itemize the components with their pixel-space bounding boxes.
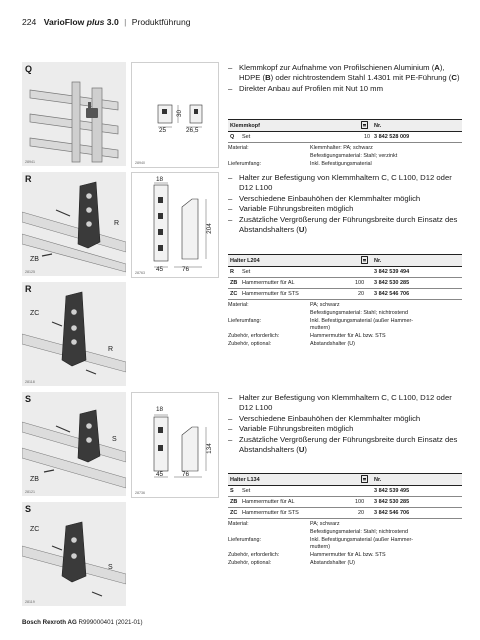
table-row: ZC Hammermutter für STS 20 3 842 546 706 [228, 508, 462, 519]
feature-item: – Zusätzliche Vergrößerung der Führungsbreite durch Einsatz des Abstandshalters (U) [228, 435, 460, 456]
dimension-drawing-q [131, 62, 219, 168]
conveyor-illustration-q [22, 62, 126, 166]
dimension-drawing-r [131, 172, 219, 278]
feature-item: – Direkter Anbau auf Profilen mit Nut 10 mm [228, 84, 460, 94]
document-icon [361, 121, 368, 131]
spec-list: Material: Klemmhalter: PA; schwarz Befestigungsmaterial: Stahl; verzinkt Lieferumfang: Inkl. Befestigungsmaterial [228, 145, 398, 167]
block-letter: S [25, 394, 32, 404]
brand-name: VarioFlow [43, 17, 85, 27]
section-title: Produktführung [131, 17, 191, 27]
figure-code: 28736 [135, 491, 145, 495]
table-row: ZC Hammermutter für STS 20 3 842 546 706 [228, 289, 462, 300]
figure-code: 28763 [135, 271, 145, 275]
figure-code: 28119 [25, 600, 35, 604]
spec-list: Material: PA; schwarz Befestigungsmaterial: Stahl; nichtrostend Lieferumfang: Inkl. Befestigungsmaterial (außer Hammer- muttern) Zubehör, erforderlich: Hammermutter für AL bzw. STS Zubehör, optional: Abstandshalter (U) [228, 521, 414, 566]
dimension-label: 76 [182, 266, 190, 273]
feature-item: – Variable Führungsbreiten möglich [228, 204, 460, 214]
brand-version: 3.0 [106, 17, 119, 27]
page-header [22, 17, 191, 27]
dimension-label: 18 [156, 406, 164, 413]
block-letter: S [25, 504, 32, 514]
feature-list-r [228, 173, 460, 235]
document-icon [361, 256, 368, 266]
table-header: Halter L204 Nr. [228, 254, 462, 267]
dimension-label: 76 [182, 471, 190, 478]
callout-label: S [108, 564, 113, 571]
dimension-drawing-s [131, 392, 219, 498]
dimension-label: 204 [205, 223, 213, 234]
figure-code: 28940 [135, 161, 145, 165]
dimension-label: 45 [156, 471, 164, 478]
order-table-s [228, 473, 462, 579]
product-image-r2 [22, 282, 126, 386]
figure-code: 28121 [25, 490, 35, 494]
feature-list-s [228, 393, 460, 455]
header-separator: | [124, 17, 127, 27]
block-letter: R [25, 284, 32, 294]
dimension-label: 25 [159, 127, 167, 134]
brand-emphasis: plus [86, 17, 105, 27]
feature-item: – Verschiedene Einbauhöhen der Klemmhalter möglich [228, 414, 460, 424]
page-number: 224 [22, 17, 37, 27]
feature-item: – Verschiedene Einbauhöhen der Klemmhalter möglich [228, 194, 460, 204]
table-header: Klemmkopf Nr. [228, 119, 462, 132]
dimension-label: 134 [205, 443, 213, 454]
holder-illustration-s2 [22, 502, 126, 606]
table-row: R Set 3 842 539 494 [228, 267, 462, 278]
product-image-s1 [22, 392, 126, 496]
order-table-r [228, 254, 462, 360]
table-row: ZB Hammermutter für AL 100 3 842 530 285 [228, 278, 462, 289]
callout-label: ZC [30, 526, 40, 533]
feature-item: – Klemmkopf zur Aufnahme von Profilschienen Aluminium (A), HDPE (B) oder nichtrostendem Stahl 1.4301 mit PE-Führung (C) [228, 63, 460, 84]
table-row: Q Set 10 3 842 528 009 [228, 132, 462, 143]
dimension-lines-q [132, 63, 218, 167]
product-image-r1 [22, 172, 126, 276]
callout-label: ZC [30, 310, 40, 317]
block-letter: R [25, 174, 32, 184]
callout-label: R [108, 346, 114, 353]
figure-code: 28125 [25, 270, 35, 274]
dimension-label: 30 [176, 109, 184, 118]
order-table-q [228, 119, 462, 167]
document-icon [361, 475, 368, 485]
callout-label: R [114, 220, 120, 227]
page-footer [22, 619, 143, 626]
dimension-label: 26,5 [186, 127, 199, 134]
holder-illustration-r2 [22, 282, 126, 386]
table-row: S Set 3 842 539 495 [228, 486, 462, 497]
table-row: ZB Hammermutter für AL 100 3 842 530 285 [228, 497, 462, 508]
dimension-label: 18 [156, 176, 164, 183]
company-name: Bosch Rexroth AG [22, 619, 77, 626]
callout-label: ZB [30, 256, 39, 263]
figure-code: 28118 [25, 380, 35, 384]
block-letter: Q [25, 64, 33, 74]
feature-item: – Variable Führungsbreiten möglich [228, 424, 460, 434]
product-image-q [22, 62, 126, 166]
feature-item: – Zusätzliche Vergrößerung der Führungsbreite durch Einsatz des Abstandshalters (U) [228, 215, 460, 236]
callout-label: S [112, 436, 117, 443]
feature-item: – Halter zur Befestigung von Klemmhaltern C, C L100, D12 oder D12 L100 [228, 393, 460, 414]
callout-label: ZB [30, 476, 39, 483]
feature-item: – Halter zur Befestigung von Klemmhaltern C, C L100, D12 oder D12 L100 [228, 173, 460, 194]
dimension-label: 45 [156, 266, 164, 273]
product-image-s2 [22, 502, 126, 606]
feature-list-q [228, 63, 460, 94]
table-header: Halter L134 Nr. [228, 473, 462, 486]
spec-list: Material: PA; schwarz Befestigungsmaterial: Stahl; nichtrostend Lieferumfang: Inkl. Befestigungsmaterial (außer Hammer- muttern) Zubehör, erforderlich: Hammermutter für AL bzw. STS Zubehör, optional: Abstandshalter (U) [228, 302, 414, 347]
figure-code: 28941 [25, 160, 35, 164]
document-number: R999000401 (2021-01) [78, 619, 143, 626]
